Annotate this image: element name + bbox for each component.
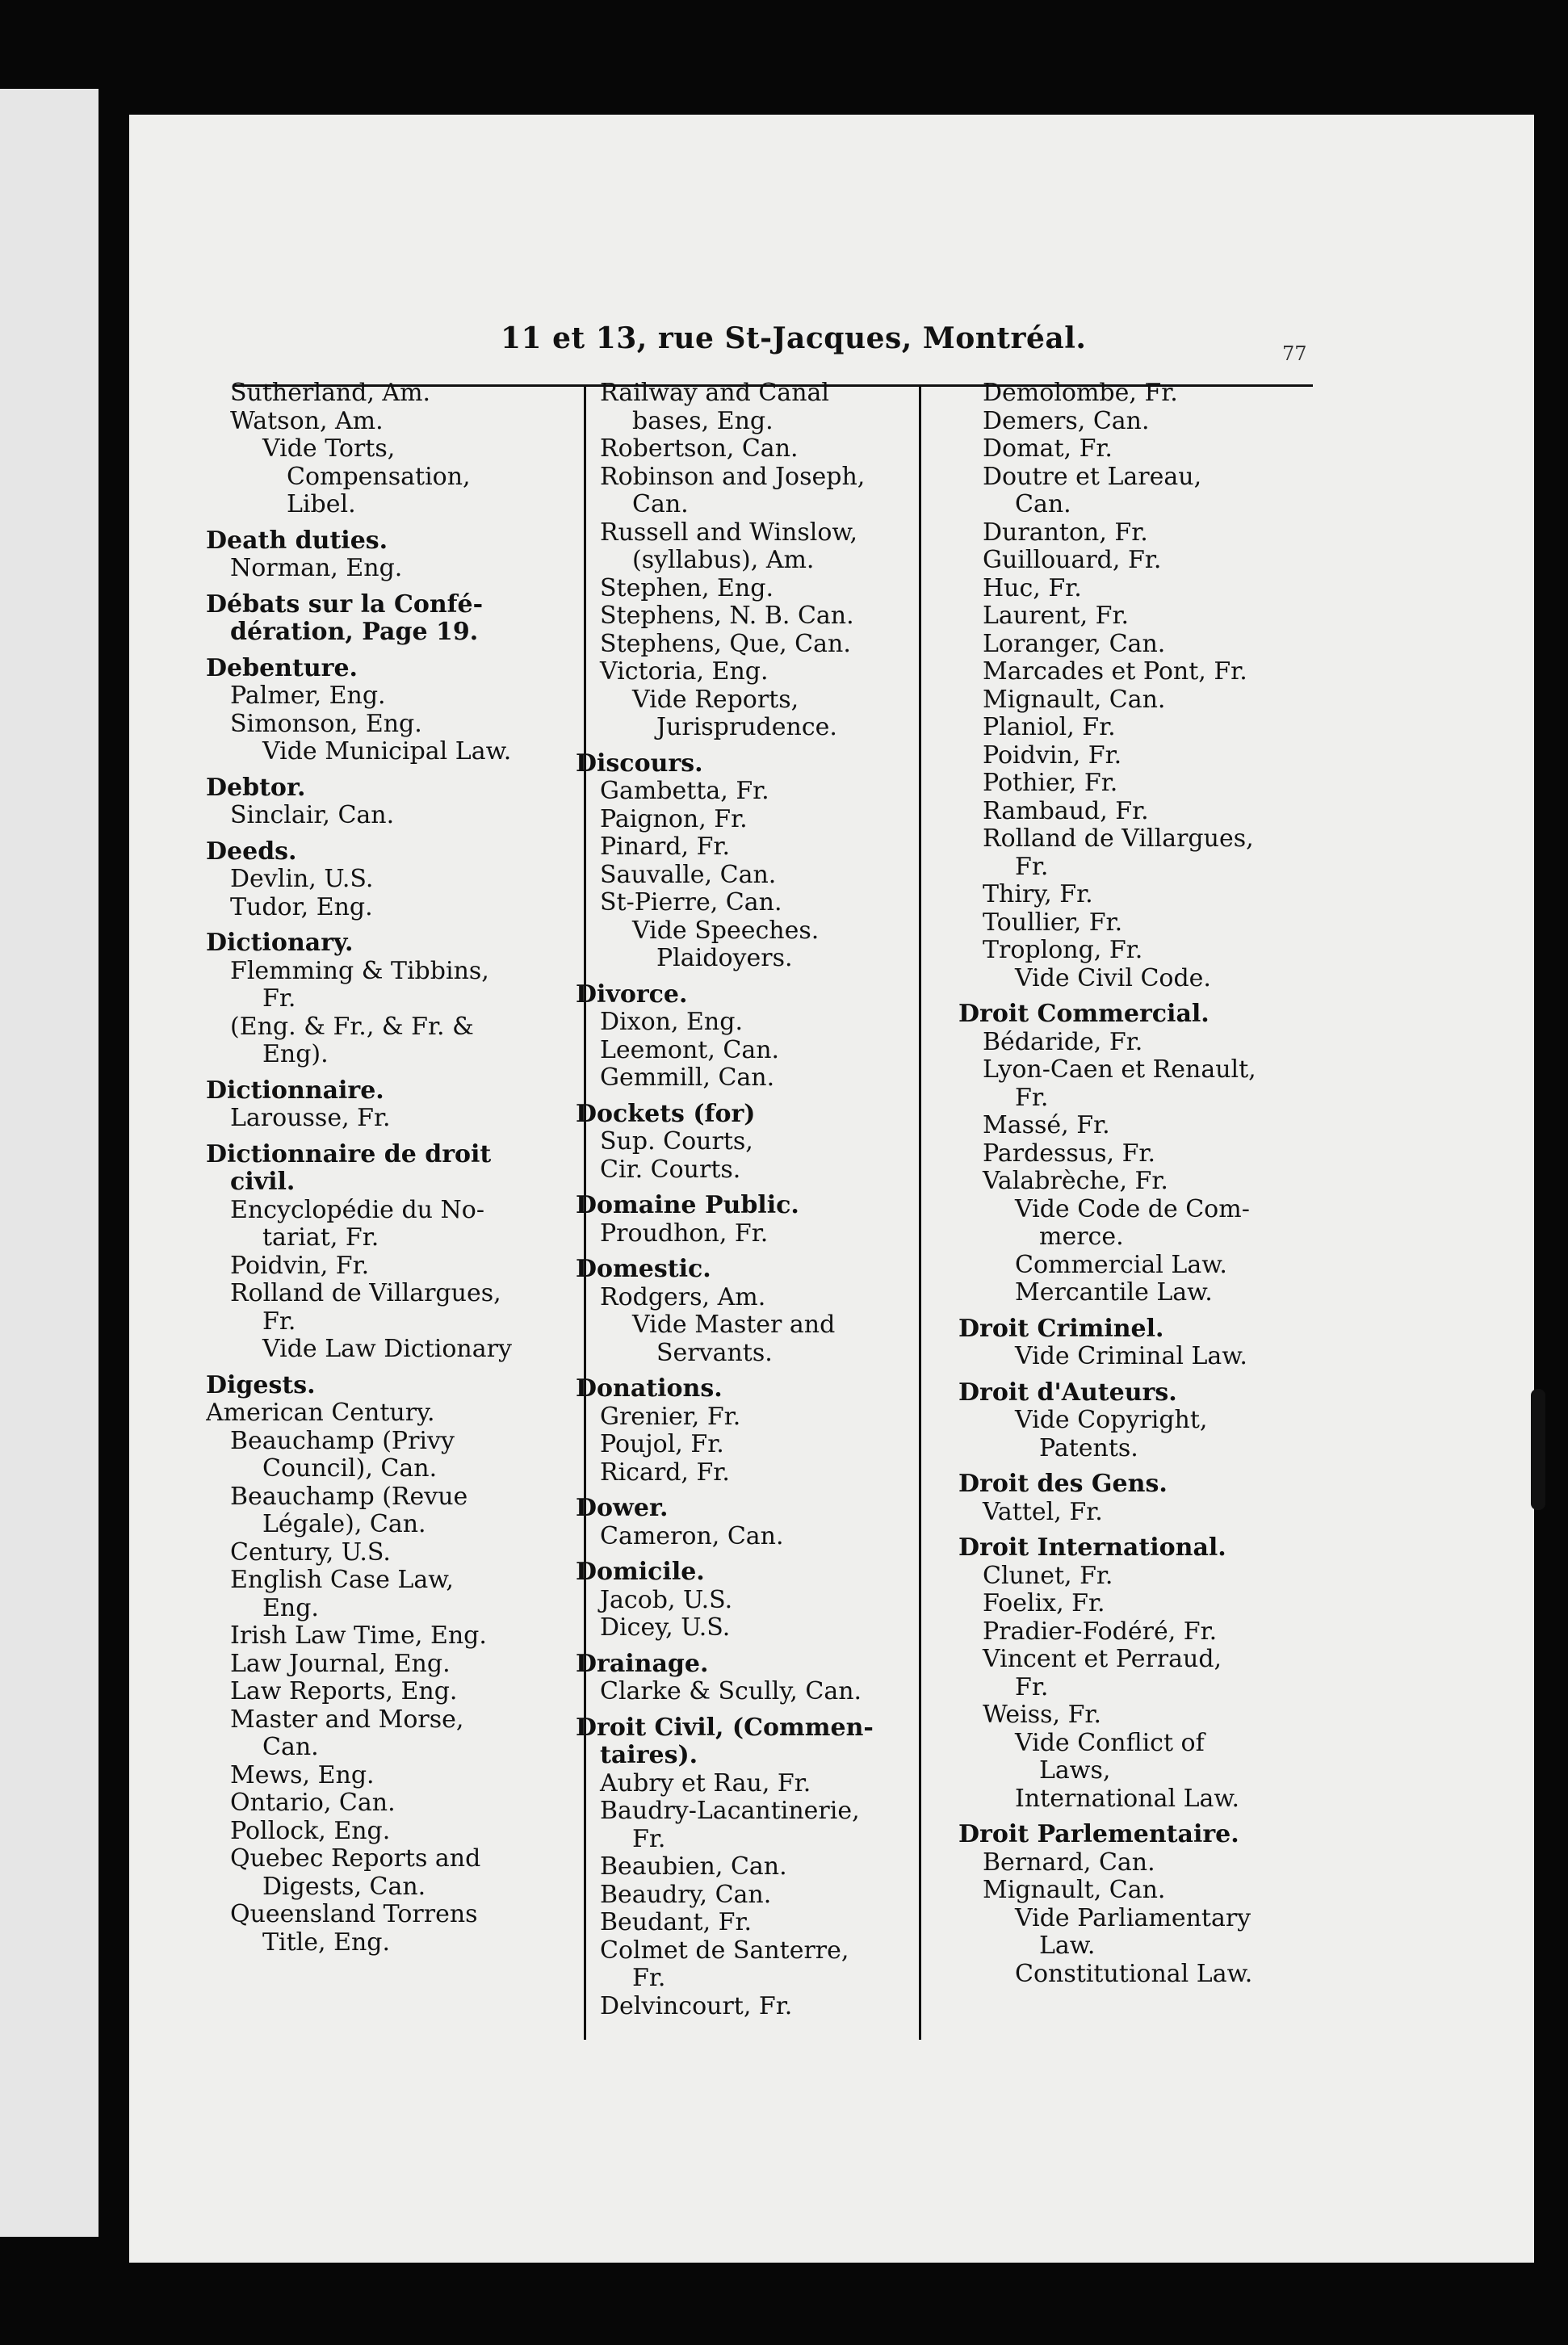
index-entry: Plaidoyers. (656, 945, 793, 972)
index-entry: Bernard, Can. (983, 1848, 1155, 1877)
index-entry: Beauchamp (Privy (230, 1427, 455, 1455)
index-heading: Droit Parlementaire. (958, 1821, 1239, 1848)
index-entry: Queensland Torrens (230, 1901, 478, 1928)
index-entry: Poujol, Fr. (600, 1431, 724, 1458)
index-heading: Domaine Public. (576, 1192, 799, 1219)
page-tab-shadow (1531, 1389, 1545, 1510)
index-entry: Mignault, Can. (983, 1877, 1166, 1904)
index-entry: Devlin, U.S. (230, 866, 374, 893)
index-entry: Thiry, Fr. (983, 881, 1093, 908)
index-entry: Duranton, Fr. (983, 518, 1148, 547)
index-entry: Beudant, Fr. (600, 1909, 753, 1936)
index-entry: Council), Can. (262, 1455, 438, 1483)
index-entry: Cameron, Can. (600, 1522, 784, 1550)
index-entry: Vincent et Perraud, (983, 1646, 1222, 1673)
index-entry: Vide Copyright, (1015, 1407, 1208, 1434)
index-heading: Dower. (576, 1495, 669, 1522)
index-entry: Encyclopédie du No- (230, 1196, 484, 1224)
index-entry: Rodgers, Am. (600, 1283, 766, 1311)
index-entry: Gambetta, Fr. (600, 778, 769, 805)
index-entry: Vide Law Dictionary (262, 1336, 512, 1363)
index-entry: Marcades et Pont, Fr. (983, 658, 1247, 686)
index-entry: Mignault, Can. (983, 686, 1166, 714)
index-entry: Vide Code de Com- (1015, 1195, 1250, 1223)
index-entry: Fr. (1015, 1673, 1049, 1701)
index-entry: Railway and Canal (600, 380, 829, 407)
index-entry: Vide Speeches. (632, 917, 820, 945)
index-entry: bases, Eng. (632, 407, 774, 435)
index-entry: Law Reports, Eng. (230, 1678, 458, 1705)
index-entry: Compensation, (287, 463, 471, 491)
index-entry: Constitutional Law. (1015, 1960, 1253, 1988)
index-entry: Fr. (1015, 1084, 1049, 1112)
index-heading: Donations. (576, 1375, 723, 1403)
index-entry: Huc, Fr. (983, 574, 1082, 602)
index-entry: Mercantile Law. (1015, 1279, 1213, 1307)
index-entry: Vide Civil Code. (1015, 964, 1211, 992)
index-entry: American Century. (206, 1399, 435, 1427)
index-entry: Planiol, Fr. (983, 714, 1116, 741)
index-heading: Dockets (for) (576, 1100, 756, 1128)
index-entry: Dicey, U.S. (600, 1614, 731, 1642)
index-entry: Eng). (262, 1041, 329, 1068)
index-entry: Fr. (632, 1825, 666, 1853)
index-heading: civil. (230, 1168, 296, 1196)
index-heading: dération, Page 19. (230, 619, 479, 646)
index-entry: Norman, Eng. (230, 555, 403, 582)
index-entry: Fr. (1015, 853, 1049, 881)
index-entry: Domat, Fr. (983, 435, 1113, 463)
index-entry: Robinson and Joseph, (600, 463, 866, 491)
index-entry: Foelix, Fr. (983, 1590, 1105, 1617)
index-entry: Rolland de Villargues, (983, 825, 1254, 853)
index-entry: Libel. (287, 491, 356, 518)
index-heading: Domestic. (576, 1256, 711, 1283)
index-entry: Colmet de Santerre, (600, 1936, 849, 1965)
index-entry: Clunet, Fr. (983, 1562, 1113, 1590)
index-entry: Can. (262, 1734, 319, 1761)
index-heading: Drainage. (576, 1650, 709, 1678)
index-entry: Loranger, Can. (983, 630, 1166, 658)
index-entry: Beauchamp (Revue (230, 1483, 468, 1511)
index-entry: Stephens, N. B. Can. (600, 602, 854, 630)
index-entry: Sutherland, Am. (230, 380, 431, 407)
index-entry: Laws, (1039, 1757, 1111, 1785)
index-entry: Pothier, Fr. (983, 770, 1118, 797)
index-column-1 (206, 380, 545, 2059)
index-entry: Leemont, Can. (600, 1036, 780, 1064)
index-entry: Bédaride, Fr. (983, 1028, 1143, 1056)
index-entry: Commercial Law. (1015, 1251, 1227, 1279)
index-entry: Aubry et Rau, Fr. (600, 1769, 811, 1798)
index-entry: Patents. (1039, 1434, 1138, 1462)
index-entry: Pradier-Fodéré, Fr. (983, 1617, 1218, 1646)
index-entry: Stephen, Eng. (600, 574, 774, 602)
index-entry: Vide Conflict of (1015, 1729, 1205, 1757)
index-entry: Rolland de Villargues, (230, 1280, 501, 1307)
index-entry: Proudhon, Fr. (600, 1219, 769, 1248)
index-heading: taires). (600, 1742, 698, 1769)
index-entry: Simonson, Eng. (230, 710, 422, 738)
column-rule-right (919, 384, 921, 2040)
index-heading: Death duties. (206, 526, 388, 555)
index-heading: Dictionnaire de droit (206, 1140, 492, 1168)
index-entry: Cir. Courts. (600, 1156, 741, 1184)
index-heading: Droit Civil, (Commen- (576, 1714, 874, 1742)
index-heading: Divorce. (576, 980, 688, 1009)
index-entry: Dixon, Eng. (600, 1009, 743, 1036)
index-entry: Sauvalle, Can. (600, 861, 777, 889)
index-entry: Poidvin, Fr. (983, 741, 1122, 770)
index-heading: Droit International. (958, 1534, 1226, 1562)
index-entry: Fr. (262, 1307, 296, 1336)
index-entry: Sup. Courts, (600, 1128, 753, 1156)
index-entry: Paignon, Fr. (600, 805, 748, 833)
index-entry: Title, Eng. (262, 1928, 391, 1957)
index-entry: Fr. (632, 1965, 666, 1992)
index-entry: Ricard, Fr. (600, 1458, 730, 1487)
index-entry: Law. (1039, 1932, 1096, 1960)
page-number: 77 (1282, 342, 1307, 365)
index-entry: Victoria, Eng. (600, 658, 769, 686)
index-entry: Toullier, Fr. (983, 908, 1123, 937)
index-entry: Delvincourt, Fr. (600, 1992, 793, 2020)
previous-page-edge (0, 89, 99, 2237)
index-entry: Massé, Fr. (983, 1112, 1110, 1139)
index-entry: Pinard, Fr. (600, 833, 731, 861)
index-entry: Ontario, Can. (230, 1789, 396, 1817)
index-entry: Servants. (656, 1339, 773, 1367)
index-entry: Flemming & Tibbins, (230, 957, 489, 985)
index-entry: Troplong, Fr. (983, 937, 1143, 964)
index-entry: Digests, Can. (262, 1873, 426, 1901)
index-entry: Vide Municipal Law. (262, 738, 512, 766)
index-entry: Master and Morse, (230, 1705, 464, 1734)
index-entry: Can. (632, 491, 689, 518)
index-heading: Droit d'Auteurs. (958, 1378, 1177, 1407)
index-entry: Fr. (262, 985, 296, 1013)
index-entry: Stephens, Que, Can. (600, 630, 851, 658)
index-heading: Dictionary. (206, 929, 354, 957)
index-entry: Beaudry, Can. (600, 1881, 772, 1909)
index-entry: English Case Law, (230, 1567, 454, 1594)
index-entry: Pollock, Eng. (230, 1817, 391, 1845)
index-heading: Discours. (576, 749, 703, 778)
index-entry: Poidvin, Fr. (230, 1252, 370, 1280)
index-entry: merce. (1039, 1223, 1124, 1251)
index-entry: Sinclair, Can. (230, 802, 395, 829)
index-entry: Can. (1015, 491, 1071, 518)
index-entry: Gemmill, Can. (600, 1064, 775, 1092)
index-heading: Droit des Gens. (958, 1470, 1168, 1498)
index-entry: Valabrèche, Fr. (983, 1168, 1168, 1195)
index-entry: Légale), Can. (262, 1511, 426, 1538)
index-entry: Watson, Am. (230, 407, 384, 435)
index-entry: Mews, Eng. (230, 1761, 375, 1789)
index-heading: Droit Criminel. (958, 1315, 1164, 1343)
index-entry: tariat, Fr. (262, 1224, 379, 1252)
index-entry: Rambaud, Fr. (983, 797, 1149, 825)
index-entry: Vide Master and (632, 1311, 836, 1339)
index-entry: Baudry-Lacantinerie, (600, 1798, 860, 1825)
index-entry: Irish Law Time, Eng. (230, 1622, 487, 1650)
index-entry: Vattel, Fr. (983, 1498, 1103, 1526)
running-head: 11 et 13, rue St-Jacques, Montréal. (501, 321, 1087, 355)
index-entry: Eng. (262, 1594, 319, 1622)
index-entry: Century, U.S. (230, 1538, 391, 1567)
index-entry: Vide Criminal Law. (1015, 1343, 1247, 1370)
index-entry: Demolombe, Fr. (983, 380, 1178, 407)
index-heading: Debtor. (206, 774, 306, 802)
index-entry: Lyon-Caen et Renault, (983, 1056, 1256, 1084)
index-heading: Dictionnaire. (206, 1076, 384, 1105)
index-entry: Jurisprudence. (656, 714, 837, 741)
index-heading: Droit Commercial. (958, 1001, 1210, 1028)
index-heading: Debenture. (206, 654, 358, 682)
index-entry: Palmer, Eng. (230, 682, 386, 710)
index-heading: Digests. (206, 1371, 316, 1399)
index-entry: Weiss, Fr. (983, 1701, 1101, 1729)
index-heading: Domicile. (576, 1558, 705, 1586)
index-entry: Pardessus, Fr. (983, 1139, 1155, 1168)
index-entry: (syllabus), Am. (632, 547, 815, 574)
index-entry: Law Journal, Eng. (230, 1650, 451, 1678)
index-entry: Jacob, U.S. (600, 1586, 733, 1614)
index-entry: Larousse, Fr. (230, 1105, 391, 1132)
index-column-3 (958, 380, 1298, 2059)
index-entry: Doutre et Lareau, (983, 463, 1202, 491)
index-entry: Quebec Reports and (230, 1845, 481, 1873)
index-heading: Débats sur la Confé- (206, 590, 484, 619)
index-entry: Laurent, Fr. (983, 602, 1130, 630)
index-entry: Vide Torts, (262, 435, 396, 463)
index-entry: Robertson, Can. (600, 435, 799, 463)
index-entry: Vide Parliamentary (1015, 1904, 1251, 1932)
index-entry: Grenier, Fr. (600, 1403, 741, 1431)
index-entry: Tudor, Eng. (230, 893, 373, 921)
index-column-2 (576, 380, 915, 2059)
index-entry: St-Pierre, Can. (600, 889, 782, 917)
index-entry: (Eng. & Fr., & Fr. & (230, 1013, 474, 1041)
index-entry: Guillouard, Fr. (983, 547, 1162, 574)
index-entry: Vide Reports, (632, 686, 799, 714)
index-entry: Clarke & Scully, Can. (600, 1678, 862, 1705)
index-entry: Demers, Can. (983, 407, 1150, 435)
index-entry: Beaubien, Can. (600, 1853, 787, 1881)
index-entry: International Law. (1015, 1785, 1240, 1813)
index-entry: Russell and Winslow, (600, 518, 858, 547)
index-heading: Deeds. (206, 837, 297, 866)
